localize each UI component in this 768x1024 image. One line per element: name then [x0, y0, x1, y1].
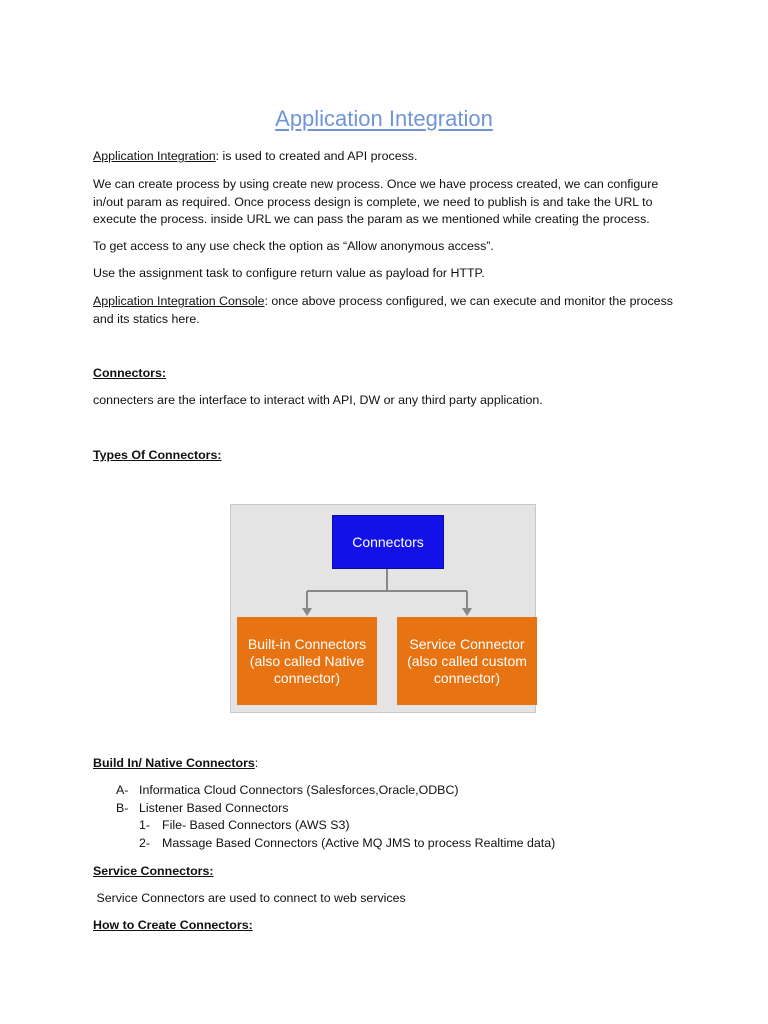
service-connector-label: Service Connector (also called custom connector) — [407, 635, 527, 686]
intro-paragraph — [93, 148, 683, 166]
connectors-node-label: Connectors — [352, 533, 424, 550]
access-paragraph: To get access to any use check the option as “Allow anonymous access”. — [93, 239, 494, 253]
page-title: Application Integration — [275, 106, 493, 131]
connectors-description: connecters are the interface to interact with API, DW or any third party application. — [93, 393, 543, 407]
types-heading: Types Of Connectors: — [93, 448, 222, 462]
list-item — [116, 800, 288, 817]
native-heading-line — [93, 755, 683, 773]
builtin-connectors-label: Built-in Connectors (also called Native connector) — [247, 635, 367, 686]
console-term: Application Integration Console — [93, 294, 265, 308]
arrow-right-head — [462, 608, 472, 616]
intro-definition: : is used to created and API process. — [215, 149, 418, 163]
builtin-connectors-node — [237, 617, 377, 705]
service-connector-node — [397, 617, 537, 705]
connectors-heading: Connectors: — [93, 366, 166, 380]
sub-list-item — [139, 817, 350, 834]
native-heading-colon: : — [254, 756, 259, 770]
console-text: : once above process configured, we can execute and monitor the process and its statics here. — [93, 294, 673, 326]
service-description: Service Connectors are used to connect to web services — [93, 891, 406, 905]
connectors-node — [332, 515, 444, 569]
assignment-paragraph: Use the assignment task to configure return value as payload for HTTP. — [93, 266, 485, 280]
list-marker: A- — [116, 783, 129, 797]
sub-list-marker: 1- — [139, 818, 151, 832]
intro-term: Application Integration — [93, 149, 216, 163]
list-item — [116, 782, 459, 799]
process-paragraph: We can create process by using create new process. Once we have process created, we can configure in/out param as required. Once process design is complete, we need to publish is and take the URL to execute the process. inside URL we can pass the param as we mentioned while creating the process. — [93, 177, 659, 226]
native-heading: Build In/ Native Connectors — [93, 756, 255, 770]
arrow-left-head — [302, 608, 312, 616]
console-paragraph — [93, 293, 683, 328]
list-marker: B- — [116, 801, 129, 815]
howto-heading: How to Create Connectors: — [93, 918, 253, 932]
sub-list-item-text: File- Based Connectors (AWS S3) — [162, 818, 350, 832]
list-item-text: Informatica Cloud Connectors (Salesforces,Oracle,ODBC) — [139, 783, 459, 797]
list-item-text: Listener Based Connectors — [139, 801, 289, 815]
sub-list-item — [139, 835, 555, 852]
connectors-diagram — [230, 504, 536, 713]
service-heading: Service Connectors: — [93, 864, 214, 878]
sub-list-marker: 2- — [139, 836, 151, 850]
sub-list-item-text: Massage Based Connectors (Active MQ JMS to process Realtime data) — [162, 836, 556, 850]
